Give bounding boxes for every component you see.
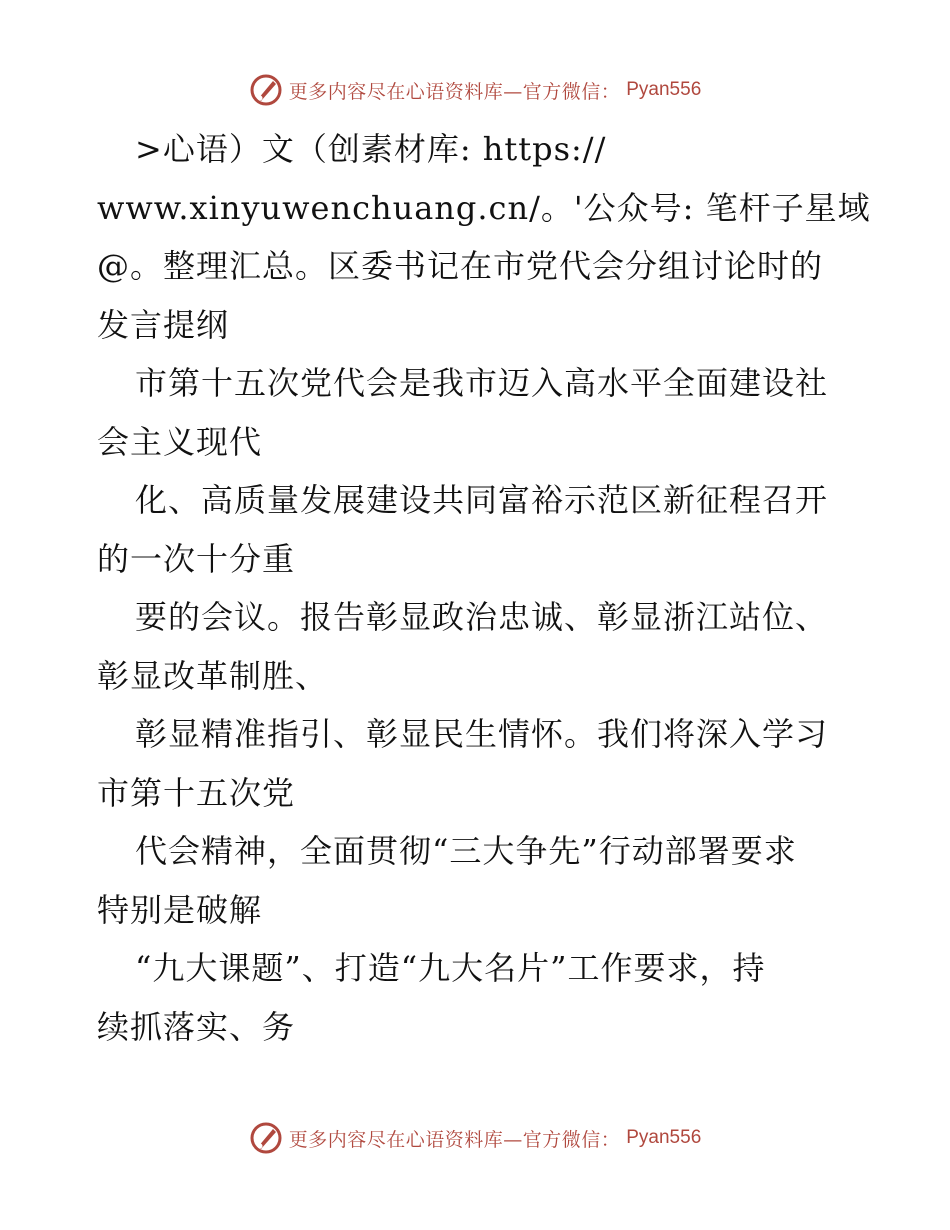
text-line: 特别是破解	[97, 890, 263, 929]
text-line: 续抓落实、务	[97, 1007, 296, 1046]
footer-banner	[0, 1118, 950, 1158]
header-banner	[0, 70, 950, 110]
text-line: 市第十五次党	[97, 773, 296, 812]
text-line: >心语）文（创素材库: https://	[135, 130, 607, 168]
banner-text: 更多内容尽在心语资料库—官方微信：	[288, 1128, 621, 1151]
text-line: “九大课题”、打造“九大名片”工作要求，持	[135, 949, 766, 987]
banner-wechat-id: Pyan556	[626, 1127, 702, 1148]
document-body	[97, 120, 871, 1056]
text-line: www.xinyuwenchuang.cn/。'公众号: 笔杆子星域	[97, 188, 871, 227]
quill-logo-icon	[249, 73, 283, 107]
text-line: 的一次十分重	[97, 539, 296, 578]
text-line: 市第十五次党代会是我市迈入高水平全面建设社	[135, 364, 829, 402]
quill-logo-icon	[249, 1121, 283, 1155]
text-line: 发言提纲	[97, 305, 230, 344]
text-line: 要的会议。报告彰显政治忠诚、彰显浙江站位、	[135, 598, 829, 636]
banner-text: 更多内容尽在心语资料库—官方微信：	[288, 80, 621, 103]
text-line: 会主义现代	[97, 422, 263, 461]
text-line: 化、高质量发展建设共同富裕示范区新征程召开	[135, 481, 829, 519]
text-line: 彰显改革制胜、	[97, 656, 329, 695]
text-line: 代会精神，全面贯彻“三大争先”行动部署要求	[135, 832, 797, 870]
text-line: @。整理汇总。区委书记在市党代会分组讨论时的	[97, 247, 824, 285]
text-line: 彰显精准指引、彰显民生情怀。我们将深入学习	[135, 715, 829, 753]
banner-wechat-id: Pyan556	[626, 79, 702, 100]
